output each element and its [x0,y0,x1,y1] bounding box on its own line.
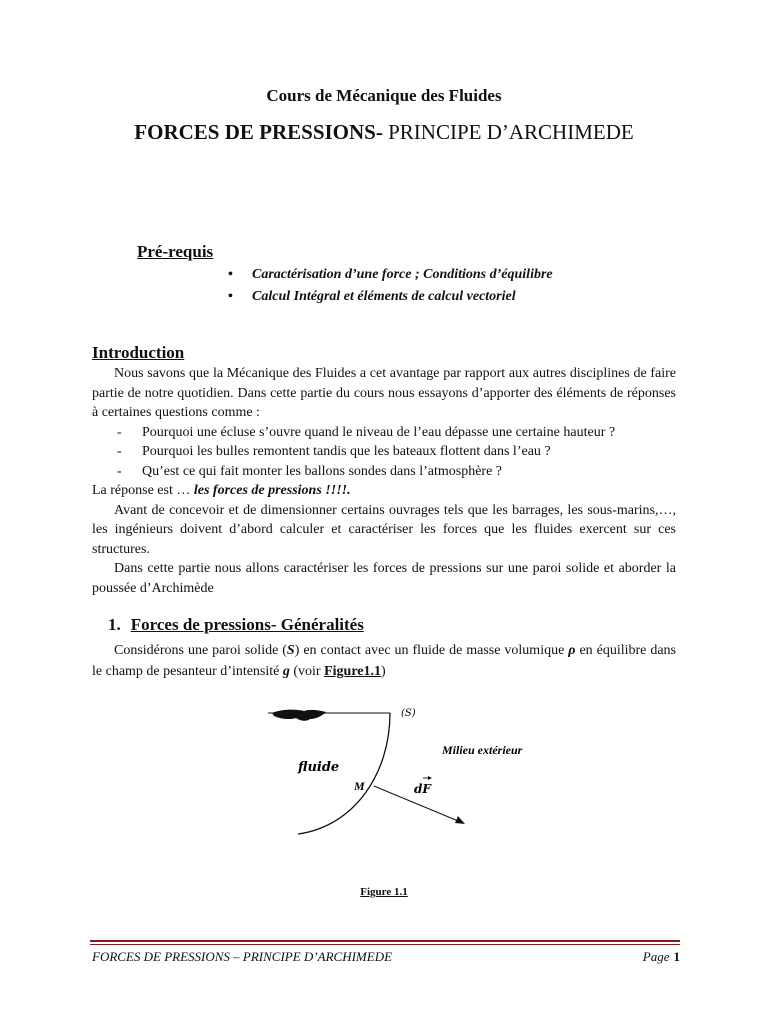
prerequisite-text: Caractérisation d’une force ; Conditions d’équilibre [252,267,553,282]
text-run: ) en contact avec un fluide de masse volumique [294,643,569,658]
question-item [92,462,676,482]
introduction-body [92,364,676,598]
footer-page [643,949,680,965]
questions-list [92,423,676,482]
bullet-icon: • [228,289,233,304]
title-bold-part: FORCES DE PRESSIONS- [134,120,383,144]
page-number: 1 [673,949,680,964]
question-text: Pourquoi une écluse s’ouvre quand le niveau de l’eau dépasse une certaine hauteur ? [142,424,616,440]
prerequisites-heading: Pré-requis [137,242,214,261]
question-item [92,423,676,443]
variable-s: S [286,643,295,658]
prerequisites-list [228,264,553,308]
question-item [92,442,676,462]
section-1-body [92,640,676,682]
footer-rule [90,940,680,942]
text-run: en équilibre dans le champ de pesanteur d’intensité [92,643,676,679]
label-df: dF [414,782,431,796]
label-point-m: M [354,779,365,793]
fluid-surface-blob [272,710,326,721]
label-milieu-exterieur: Milieu extérieur [442,743,523,757]
dash-icon: - [117,424,122,440]
answer-prefix: La réponse est … [92,483,194,498]
text-run: ) [381,664,386,679]
answer-emphasis: les forces de pressions !!!!. [193,483,351,498]
vector-arrowhead-icon [428,776,432,780]
arrowhead-icon [455,816,465,824]
section-number: 1. [108,615,121,634]
dash-icon: - [117,444,122,459]
section-1-heading [108,615,364,635]
dash-icon: - [117,463,122,479]
text-run: (voir [289,664,325,679]
question-text: Pourquoi les bulles remontent tandis que les bateaux flottent dans l’eau ? [142,444,551,459]
variable-rho: ρ [568,643,576,658]
figure-caption: Figure 1.1 [360,886,408,898]
course-title: Cours de Mécanique des Fluides [266,86,502,105]
intro-paragraph-1: Nous savons que la Mécanique des Fluides a cet avantage par rapport aux autres disciplines de faire partie de notre quotidien. Dans cette partie du cours nous essayons d’apporter des éléments de réponses à certaines questions comme : [92,366,676,420]
section-1-paragraph [92,640,676,682]
prerequisite-item [228,264,553,286]
question-text: Qu’est ce qui fait monter les ballons sondes dans l’atmosphère ? [142,463,503,479]
section-title: Forces de pressions- Généralités [130,615,364,634]
prerequisite-text: Calcul Intégral et éléments de calcul vectoriel [252,289,516,304]
answer-line [92,481,676,501]
label-surface-s: (S) [401,708,416,719]
prerequisite-item [228,286,553,308]
figure-1-1-diagram [260,698,523,840]
introduction-heading: Introduction [92,343,185,362]
intro-paragraph-2: Avant de concevoir et de dimensionner certains ouvrages tels que les barrages, les sous-marins,…, les ingénieurs doivent d’abord calculer et caractériser les forces que les fluides exercent sur ces structures. [92,502,676,557]
footer-rule-thin [90,944,680,945]
label-fluide: fluide [298,760,340,775]
bullet-icon: • [228,267,233,282]
page-label: Page [642,949,670,964]
variable-g: g [282,664,290,679]
footer-title: FORCES DE PRESSIONS – PRINCIPE D’ARCHIMEDE [92,949,393,964]
document-title [0,120,768,145]
title-rest-part: PRINCIPE D’ARCHIMEDE [382,120,634,144]
text-run: Considérons une paroi solide ( [114,643,287,658]
intro-paragraph-3: Dans cette partie nous allons caractériser les forces de pressions sur une paroi solide et aborder la poussée d’Archimède [92,561,676,596]
figure-reference-link[interactable]: Figure1.1 [324,664,381,679]
